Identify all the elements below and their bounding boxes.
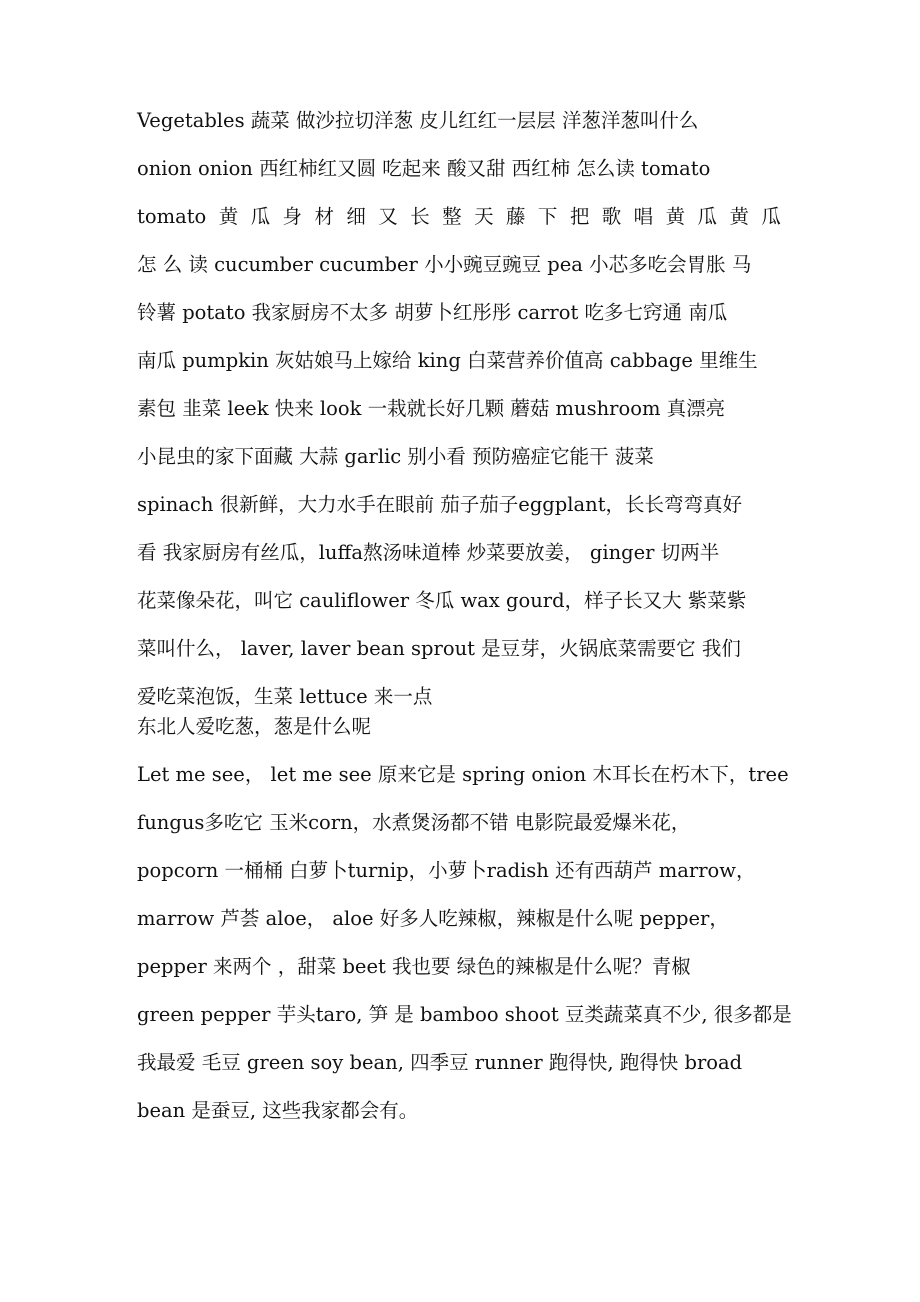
text-line-16: fungus多吃它 玉米corn，水煮煲汤都不错 电影院最爱爆米花，: [137, 811, 691, 834]
text-line-13: 爱吃菜泡饭，生菜 lettuce 来一点: [137, 685, 433, 708]
text-line-10: 看 我家厨房有丝瓜，luffa熬汤味道棒 炒菜要放姜， ginger 切两半: [137, 541, 720, 564]
text-line-4: 怎 么 读 cucumber cucumber 小小豌豆豌豆 pea 小芯多吃会胃胀 马: [137, 253, 752, 276]
text-token: 长: [410, 205, 430, 228]
text-token: 天: [474, 205, 494, 228]
text-line-8: 小昆虫的家下面藏 大蒜 garlic 别小看 预防癌症它能干 菠菜: [137, 445, 654, 468]
text-token: 歌: [601, 205, 622, 228]
text-line-11: 花菜像朵花，叫它 cauliflower 冬瓜 wax gourd，样子长又大 紫菜紫: [137, 589, 747, 612]
text-line-17: popcorn 一桶桶 白萝卜turnip，小萝卜radish 还有西葫芦 marrow，: [137, 859, 756, 882]
text-token: 材: [314, 205, 334, 228]
text-token: 瓜: [761, 205, 781, 228]
text-line-12: 菜叫什么， laver, laver bean sprout 是豆芽，火锅底菜需要它 我们: [137, 637, 741, 660]
text-token: 身: [282, 205, 303, 228]
text-line-3: [137, 204, 781, 230]
text-token: 细: [346, 205, 366, 228]
text-line-22: bean 是蚕豆, 这些我家都会有。: [137, 1099, 419, 1122]
text-line-9: spinach 很新鲜，大力水手在眼前 茄子茄子eggplant，长长弯弯真好: [137, 493, 743, 516]
text-line-21: 我最爱 毛豆 green soy bean, 四季豆 runner 跑得快, 跑得快 broad: [137, 1051, 743, 1074]
text-token: 黄: [665, 205, 686, 228]
text-token: 整: [442, 205, 462, 228]
text-line-15: Let me see， let me see 原来它是 spring onion 木耳长在朽木下，tree: [137, 763, 789, 786]
text-token: 黄: [218, 205, 239, 228]
text-token: 藤: [505, 205, 526, 228]
text-line-7: 素包 韭菜 leek 快来 look 一栽就长好几颗 蘑菇 mushroom 真漂亮: [137, 397, 726, 420]
text-line-5: 铃薯 potato 我家厨房不太多 胡萝卜红彤彤 carrot 吃多七窍通 南瓜: [137, 301, 728, 324]
text-token: 又: [378, 205, 398, 228]
text-line-6: 南瓜 pumpkin 灰姑娘马上嫁给 king 白菜营养价值高 cabbage 里维生: [137, 349, 758, 372]
text-token: 瓜: [250, 205, 271, 228]
text-line-2: onion onion 西红柿红又圆 吃起来 酸又甜 西红柿 怎么读 tomato: [137, 157, 711, 180]
text-token: 把: [569, 205, 590, 228]
text-line-14: 东北人爱吃葱，葱是什么呢: [137, 715, 372, 738]
text-line-18: marrow 芦荟 aloe， aloe 好多人吃辣椒，辣椒是什么呢 pepper，: [137, 907, 729, 930]
text-token: 下: [537, 205, 558, 228]
text-token: 唱: [633, 205, 654, 228]
text-token: 黄: [729, 205, 749, 228]
text-line-1: Vegetables 蔬菜 做沙拉切洋葱 皮儿红红一层层 洋葱洋葱叫什么: [137, 109, 699, 132]
text-line-20: green pepper 芋头taro, 笋 是 bamboo shoot 豆类蔬菜真不少, 很多都是: [137, 1003, 792, 1026]
text-token: 瓜: [697, 205, 718, 228]
text-token: tomato: [137, 205, 207, 228]
text-line-19: pepper 来两个 ，甜菜 beet 我也要 绿色的辣椒是什么呢？青椒: [137, 955, 691, 978]
